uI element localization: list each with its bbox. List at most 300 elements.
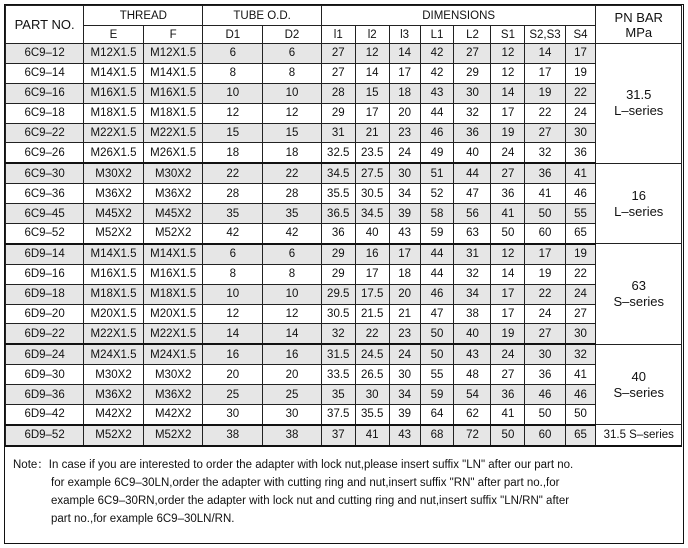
cell-dim-s1: 36 bbox=[491, 184, 525, 204]
cell-dim-L2: 56 bbox=[454, 204, 491, 224]
cell-tube-d1: 42 bbox=[203, 224, 263, 244]
cell-dim-L2: 36 bbox=[454, 123, 491, 143]
cell-dim-l1: 35 bbox=[321, 385, 355, 405]
cell-dim-l2: 17 bbox=[355, 264, 389, 284]
cell-tube-d1: 38 bbox=[203, 425, 263, 446]
cell-dim-s1: 12 bbox=[491, 244, 525, 264]
cell-dim-l1: 36.5 bbox=[321, 204, 355, 224]
cell-dim-s2-s3: 19 bbox=[525, 83, 565, 103]
cell-dim-l2: 26.5 bbox=[355, 365, 389, 385]
cell-thread-f: M26X1.5 bbox=[143, 143, 203, 163]
cell-part-no: 6D9–14 bbox=[6, 244, 84, 264]
cell-dim-l2: 17 bbox=[355, 103, 389, 123]
cell-dim-L1: 44 bbox=[420, 264, 454, 284]
cell-part-no: 6D9–52 bbox=[6, 425, 84, 446]
cell-dim-l1: 33.5 bbox=[321, 365, 355, 385]
cell-dim-L2: 54 bbox=[454, 385, 491, 405]
cell-thread-f: M18X1.5 bbox=[143, 103, 203, 123]
cell-dim-l1: 29 bbox=[321, 264, 355, 284]
cell-dim-L1: 59 bbox=[420, 224, 454, 244]
cell-tube-d2: 30 bbox=[263, 405, 322, 425]
cell-dim-l2: 40 bbox=[355, 224, 389, 244]
pn-bar-cell bbox=[596, 344, 682, 425]
pn-bar-value: 31.5 S–series bbox=[603, 429, 674, 442]
cell-tube-d1: 10 bbox=[203, 284, 263, 304]
table-row bbox=[6, 143, 682, 163]
cell-tube-d2: 18 bbox=[263, 143, 322, 163]
cell-thread-e: M36X2 bbox=[84, 385, 144, 405]
pn-bar-value: 31.5 bbox=[626, 87, 652, 103]
cell-dim-s2-s3: 41 bbox=[525, 184, 565, 204]
cell-dim-L2: 31 bbox=[454, 244, 491, 264]
cell-dim-s2-s3: 17 bbox=[525, 63, 565, 83]
pn-bar-value: S–series bbox=[613, 294, 665, 310]
cell-thread-f: M20X1.5 bbox=[143, 304, 203, 324]
table-row bbox=[6, 385, 682, 405]
table-row bbox=[6, 264, 682, 284]
cell-dim-L1: 68 bbox=[420, 425, 454, 446]
cell-dim-l3: 43 bbox=[389, 224, 420, 244]
cell-dim-L1: 44 bbox=[420, 244, 454, 264]
cell-dim-L2: 27 bbox=[454, 44, 491, 64]
cell-dim-L2: 43 bbox=[454, 344, 491, 364]
cell-dim-l3: 23 bbox=[389, 123, 420, 143]
cell-dim-s1: 27 bbox=[491, 163, 525, 183]
note-line: for example 6C9–30LN,order the adapter with cutting ring and nut,insert suffix "RN" after part no.,for bbox=[51, 477, 560, 489]
cell-part-no: 6C9–12 bbox=[6, 44, 84, 64]
cell-tube-d1: 6 bbox=[203, 244, 263, 264]
cell-dim-L1: 64 bbox=[420, 405, 454, 425]
cell-thread-f: M14X1.5 bbox=[143, 244, 203, 264]
cell-dim-s4: 65 bbox=[565, 425, 596, 446]
table-row bbox=[6, 425, 682, 446]
cell-dim-l3: 17 bbox=[389, 63, 420, 83]
cell-dim-s1: 24 bbox=[491, 143, 525, 163]
cell-tube-d2: 14 bbox=[263, 324, 322, 344]
cell-dim-s4: 46 bbox=[565, 385, 596, 405]
cell-dim-L2: 30 bbox=[454, 83, 491, 103]
cell-thread-f: M22X1.5 bbox=[143, 324, 203, 344]
cell-tube-d2: 8 bbox=[263, 264, 322, 284]
cell-dim-s4: 41 bbox=[565, 365, 596, 385]
cell-tube-d2: 10 bbox=[263, 284, 322, 304]
cell-thread-e: M14X1.5 bbox=[84, 63, 144, 83]
cell-dim-s1: 14 bbox=[491, 83, 525, 103]
header-pn-unit: MPa bbox=[625, 24, 653, 40]
cell-dim-s1: 12 bbox=[491, 44, 525, 64]
cell-thread-e: M30X2 bbox=[84, 365, 144, 385]
cell-dim-L2: 62 bbox=[454, 405, 491, 425]
cell-dim-s2-s3: 19 bbox=[525, 264, 565, 284]
cell-thread-f: M30X2 bbox=[143, 365, 203, 385]
cell-dim-l1: 31 bbox=[321, 123, 355, 143]
cell-tube-d1: 35 bbox=[203, 204, 263, 224]
cell-dim-l1: 30.5 bbox=[321, 304, 355, 324]
cell-dim-s2-s3: 36 bbox=[525, 163, 565, 183]
table-row bbox=[6, 204, 682, 224]
cell-dim-l3: 24 bbox=[389, 143, 420, 163]
cell-thread-e: M18X1.5 bbox=[84, 103, 144, 123]
cell-thread-e: M14X1.5 bbox=[84, 244, 144, 264]
cell-dim-l2: 15 bbox=[355, 83, 389, 103]
subheader-L2: L2 bbox=[454, 26, 491, 44]
cell-dim-l3: 43 bbox=[389, 425, 420, 446]
subheader-l3: l3 bbox=[389, 26, 420, 44]
cell-dim-l2: 21.5 bbox=[355, 304, 389, 324]
cell-dim-s4: 30 bbox=[565, 324, 596, 344]
cell-tube-d1: 15 bbox=[203, 123, 263, 143]
cell-tube-d2: 12 bbox=[263, 103, 322, 123]
cell-part-no: 6C9–45 bbox=[6, 204, 84, 224]
cell-dim-s1: 17 bbox=[491, 304, 525, 324]
cell-thread-e: M22X1.5 bbox=[84, 123, 144, 143]
cell-thread-e: M16X1.5 bbox=[84, 264, 144, 284]
cell-dim-L1: 43 bbox=[420, 83, 454, 103]
cell-tube-d1: 6 bbox=[203, 44, 263, 64]
cell-dim-s4: 22 bbox=[565, 83, 596, 103]
subheader-d2: D2 bbox=[263, 26, 322, 44]
cell-dim-l1: 34.5 bbox=[321, 163, 355, 183]
cell-dim-L1: 49 bbox=[420, 143, 454, 163]
cell-dim-l3: 24 bbox=[389, 344, 420, 364]
cell-dim-l1: 32 bbox=[321, 324, 355, 344]
cell-dim-l2: 27.5 bbox=[355, 163, 389, 183]
cell-thread-f: M14X1.5 bbox=[143, 63, 203, 83]
subheader-s1: S1 bbox=[491, 26, 525, 44]
cell-dim-L2: 40 bbox=[454, 143, 491, 163]
subheader-s2-s3: S2,S3 bbox=[525, 26, 565, 44]
cell-dim-s2-s3: 14 bbox=[525, 44, 565, 64]
subheader-L1: L1 bbox=[420, 26, 454, 44]
cell-dim-s2-s3: 27 bbox=[525, 324, 565, 344]
cell-thread-f: M36X2 bbox=[143, 385, 203, 405]
cell-dim-s4: 27 bbox=[565, 304, 596, 324]
cell-thread-f: M16X1.5 bbox=[143, 264, 203, 284]
note-line: example 6C9–30RN,order the adapter with lock nut and cutting ring and nut,insert suffix "LN/RN" after bbox=[51, 495, 570, 507]
cell-tube-d2: 15 bbox=[263, 123, 322, 143]
cell-thread-f: M16X1.5 bbox=[143, 83, 203, 103]
cell-dim-s1: 50 bbox=[491, 425, 525, 446]
cell-part-no: 6C9–30 bbox=[6, 163, 84, 183]
cell-dim-L2: 34 bbox=[454, 284, 491, 304]
cell-dim-l1: 29.5 bbox=[321, 284, 355, 304]
cell-tube-d1: 14 bbox=[203, 324, 263, 344]
cell-dim-L1: 55 bbox=[420, 365, 454, 385]
cell-part-no: 6D9–42 bbox=[6, 405, 84, 425]
cell-dim-l2: 16 bbox=[355, 244, 389, 264]
cell-dim-s2-s3: 50 bbox=[525, 204, 565, 224]
cell-dim-s1: 36 bbox=[491, 385, 525, 405]
cell-dim-s1: 41 bbox=[491, 405, 525, 425]
cell-dim-l2: 41 bbox=[355, 425, 389, 446]
cell-dim-s4: 24 bbox=[565, 103, 596, 123]
cell-tube-d1: 8 bbox=[203, 264, 263, 284]
cell-tube-d1: 10 bbox=[203, 83, 263, 103]
table-row bbox=[6, 184, 682, 204]
cell-dim-l3: 20 bbox=[389, 103, 420, 123]
cell-thread-e: M36X2 bbox=[84, 184, 144, 204]
subheader-f: F bbox=[143, 26, 203, 44]
table-row bbox=[6, 224, 682, 244]
subheader-l2: l2 bbox=[355, 26, 389, 44]
cell-dim-s4: 32 bbox=[565, 344, 596, 364]
cell-part-no: 6C9–52 bbox=[6, 224, 84, 244]
cell-dim-s2-s3: 27 bbox=[525, 123, 565, 143]
cell-thread-e: M30X2 bbox=[84, 163, 144, 183]
cell-thread-f: M12X1.5 bbox=[143, 44, 203, 64]
cell-dim-l2: 17.5 bbox=[355, 284, 389, 304]
cell-thread-e: M24X1.5 bbox=[84, 344, 144, 364]
cell-dim-s1: 27 bbox=[491, 365, 525, 385]
cell-dim-l2: 30.5 bbox=[355, 184, 389, 204]
cell-dim-l2: 35.5 bbox=[355, 405, 389, 425]
table-row bbox=[6, 324, 682, 344]
cell-dim-l3: 34 bbox=[389, 184, 420, 204]
cell-thread-e: M45X2 bbox=[84, 204, 144, 224]
header-tube-od: TUBE O.D. bbox=[203, 6, 321, 26]
cell-part-no: 6C9–36 bbox=[6, 184, 84, 204]
cell-dim-s4: 17 bbox=[565, 44, 596, 64]
order-note bbox=[13, 456, 678, 528]
cell-dim-l1: 35.5 bbox=[321, 184, 355, 204]
cell-dim-s4: 22 bbox=[565, 264, 596, 284]
header-thread: THREAD bbox=[84, 6, 203, 26]
subheader-d1: D1 bbox=[203, 26, 263, 44]
cell-part-no: 6D9–16 bbox=[6, 264, 84, 284]
cell-thread-e: M22X1.5 bbox=[84, 324, 144, 344]
table-row bbox=[6, 123, 682, 143]
cell-thread-f: M24X1.5 bbox=[143, 344, 203, 364]
cell-part-no: 6D9–24 bbox=[6, 344, 84, 364]
cell-tube-d1: 18 bbox=[203, 143, 263, 163]
cell-tube-d2: 25 bbox=[263, 385, 322, 405]
cell-dim-s2-s3: 22 bbox=[525, 103, 565, 123]
table-row bbox=[6, 365, 682, 385]
cell-dim-s1: 12 bbox=[491, 63, 525, 83]
cell-dim-L2: 38 bbox=[454, 304, 491, 324]
cell-part-no: 6C9–18 bbox=[6, 103, 84, 123]
cell-thread-e: M16X1.5 bbox=[84, 83, 144, 103]
cell-dim-l2: 24.5 bbox=[355, 344, 389, 364]
cell-dim-l1: 28 bbox=[321, 83, 355, 103]
cell-dim-s4: 65 bbox=[565, 224, 596, 244]
pn-bar-value: L–series bbox=[614, 103, 664, 119]
cell-dim-l3: 34 bbox=[389, 385, 420, 405]
header-pn-bar bbox=[596, 6, 682, 44]
cell-dim-l2: 12 bbox=[355, 44, 389, 64]
table-row bbox=[6, 405, 682, 425]
pn-bar-value: 40 bbox=[631, 368, 646, 384]
cell-tube-d1: 20 bbox=[203, 365, 263, 385]
cell-thread-e: M52X2 bbox=[84, 224, 144, 244]
cell-dim-s1: 41 bbox=[491, 204, 525, 224]
cell-dim-s4: 41 bbox=[565, 163, 596, 183]
cell-dim-s2-s3: 50 bbox=[525, 405, 565, 425]
cell-dim-s1: 17 bbox=[491, 103, 525, 123]
cell-part-no: 6C9–26 bbox=[6, 143, 84, 163]
table-row bbox=[6, 63, 682, 83]
subheader-l1: l1 bbox=[321, 26, 355, 44]
cell-thread-e: M20X1.5 bbox=[84, 304, 144, 324]
cell-thread-f: M30X2 bbox=[143, 163, 203, 183]
header-dimensions: DIMENSIONS bbox=[321, 6, 596, 26]
cell-dim-s2-s3: 32 bbox=[525, 143, 565, 163]
cell-dim-L2: 47 bbox=[454, 184, 491, 204]
cell-dim-s1: 19 bbox=[491, 123, 525, 143]
cell-dim-l3: 20 bbox=[389, 284, 420, 304]
cell-part-no: 6C9–16 bbox=[6, 83, 84, 103]
cell-dim-l3: 23 bbox=[389, 324, 420, 344]
cell-tube-d1: 16 bbox=[203, 344, 263, 364]
cell-tube-d2: 42 bbox=[263, 224, 322, 244]
cell-dim-L1: 50 bbox=[420, 324, 454, 344]
cell-dim-s4: 19 bbox=[565, 244, 596, 264]
cell-part-no: 6D9–20 bbox=[6, 304, 84, 324]
pn-bar-value: L–series bbox=[614, 203, 664, 219]
cell-dim-s1: 24 bbox=[491, 344, 525, 364]
cell-dim-l3: 14 bbox=[389, 44, 420, 64]
cell-dim-l3: 17 bbox=[389, 244, 420, 264]
cell-dim-L2: 29 bbox=[454, 63, 491, 83]
dimension-table bbox=[5, 5, 682, 447]
cell-dim-L2: 44 bbox=[454, 163, 491, 183]
table-row bbox=[6, 83, 682, 103]
note-line: part no.,for example 6C9–30LN/RN. bbox=[51, 513, 235, 525]
cell-dim-l1: 31.5 bbox=[321, 344, 355, 364]
cell-part-no: 6D9–30 bbox=[6, 365, 84, 385]
table-row bbox=[6, 163, 682, 183]
cell-tube-d2: 16 bbox=[263, 344, 322, 364]
subheader-s4: S4 bbox=[565, 26, 596, 44]
cell-dim-L1: 46 bbox=[420, 284, 454, 304]
cell-dim-l2: 23.5 bbox=[355, 143, 389, 163]
pn-bar-cell bbox=[596, 44, 682, 164]
cell-dim-s2-s3: 22 bbox=[525, 284, 565, 304]
note-line: Note：In case if you are interested to order the adapter with lock nut,please insert suffix "LN" after our part no. bbox=[13, 459, 574, 471]
pn-bar-cell bbox=[596, 163, 682, 244]
cell-tube-d2: 35 bbox=[263, 204, 322, 224]
cell-dim-L2: 63 bbox=[454, 224, 491, 244]
cell-thread-f: M18X1.5 bbox=[143, 284, 203, 304]
cell-dim-L2: 32 bbox=[454, 264, 491, 284]
cell-thread-e: M18X1.5 bbox=[84, 284, 144, 304]
cell-part-no: 6C9–22 bbox=[6, 123, 84, 143]
table-row bbox=[6, 103, 682, 123]
cell-dim-l2: 22 bbox=[355, 324, 389, 344]
table-row bbox=[6, 344, 682, 364]
cell-dim-L1: 46 bbox=[420, 123, 454, 143]
cell-dim-l2: 21 bbox=[355, 123, 389, 143]
cell-dim-L2: 72 bbox=[454, 425, 491, 446]
cell-dim-L1: 52 bbox=[420, 184, 454, 204]
cell-dim-L1: 47 bbox=[420, 304, 454, 324]
cell-thread-f: M52X2 bbox=[143, 425, 203, 446]
cell-thread-e: M42X2 bbox=[84, 405, 144, 425]
cell-tube-d1: 12 bbox=[203, 304, 263, 324]
cell-dim-L2: 32 bbox=[454, 103, 491, 123]
cell-tube-d2: 8 bbox=[263, 63, 322, 83]
cell-tube-d2: 28 bbox=[263, 184, 322, 204]
cell-thread-f: M52X2 bbox=[143, 224, 203, 244]
cell-tube-d2: 20 bbox=[263, 365, 322, 385]
cell-dim-l2: 34.5 bbox=[355, 204, 389, 224]
cell-dim-l3: 21 bbox=[389, 304, 420, 324]
cell-thread-f: M36X2 bbox=[143, 184, 203, 204]
table-row bbox=[6, 284, 682, 304]
cell-dim-l1: 29 bbox=[321, 103, 355, 123]
cell-thread-e: M52X2 bbox=[84, 425, 144, 446]
cell-part-no: 6D9–22 bbox=[6, 324, 84, 344]
cell-dim-s2-s3: 30 bbox=[525, 344, 565, 364]
cell-part-no: 6C9–14 bbox=[6, 63, 84, 83]
cell-dim-L1: 59 bbox=[420, 385, 454, 405]
cell-dim-l1: 29 bbox=[321, 244, 355, 264]
cell-dim-L1: 50 bbox=[420, 344, 454, 364]
pn-bar-value: 16 bbox=[631, 187, 646, 203]
cell-thread-e: M12X1.5 bbox=[84, 44, 144, 64]
cell-dim-l3: 30 bbox=[389, 365, 420, 385]
cell-part-no: 6D9–18 bbox=[6, 284, 84, 304]
cell-dim-l3: 39 bbox=[389, 405, 420, 425]
cell-tube-d2: 6 bbox=[263, 44, 322, 64]
cell-thread-f: M22X1.5 bbox=[143, 123, 203, 143]
cell-dim-s1: 50 bbox=[491, 224, 525, 244]
spec-sheet bbox=[4, 4, 684, 544]
pn-bar-value: S–series bbox=[613, 384, 665, 400]
cell-dim-L2: 48 bbox=[454, 365, 491, 385]
cell-dim-l1: 27 bbox=[321, 63, 355, 83]
cell-dim-l1: 36 bbox=[321, 224, 355, 244]
cell-dim-s4: 19 bbox=[565, 63, 596, 83]
cell-dim-l1: 27 bbox=[321, 44, 355, 64]
cell-dim-l3: 18 bbox=[389, 264, 420, 284]
cell-tube-d2: 38 bbox=[263, 425, 322, 446]
header-pn-bar-label: PN BAR bbox=[614, 9, 663, 25]
cell-dim-s4: 36 bbox=[565, 143, 596, 163]
pn-bar-cell bbox=[596, 425, 682, 446]
cell-dim-s4: 55 bbox=[565, 204, 596, 224]
header-part-no: PART NO. bbox=[6, 6, 84, 44]
cell-dim-s2-s3: 36 bbox=[525, 365, 565, 385]
cell-dim-s2-s3: 24 bbox=[525, 304, 565, 324]
cell-tube-d1: 28 bbox=[203, 184, 263, 204]
cell-tube-d1: 30 bbox=[203, 405, 263, 425]
cell-dim-s2-s3: 46 bbox=[525, 385, 565, 405]
cell-dim-s1: 19 bbox=[491, 324, 525, 344]
table-row bbox=[6, 244, 682, 264]
cell-dim-l1: 37.5 bbox=[321, 405, 355, 425]
table-body bbox=[6, 44, 682, 446]
cell-dim-s2-s3: 17 bbox=[525, 244, 565, 264]
cell-tube-d2: 12 bbox=[263, 304, 322, 324]
cell-part-no: 6D9–36 bbox=[6, 385, 84, 405]
cell-dim-s2-s3: 60 bbox=[525, 425, 565, 446]
cell-tube-d1: 12 bbox=[203, 103, 263, 123]
cell-dim-s2-s3: 60 bbox=[525, 224, 565, 244]
cell-tube-d1: 22 bbox=[203, 163, 263, 183]
cell-dim-L2: 40 bbox=[454, 324, 491, 344]
cell-dim-l1: 37 bbox=[321, 425, 355, 446]
cell-dim-L1: 51 bbox=[420, 163, 454, 183]
cell-thread-f: M42X2 bbox=[143, 405, 203, 425]
cell-tube-d1: 25 bbox=[203, 385, 263, 405]
cell-dim-s4: 24 bbox=[565, 284, 596, 304]
cell-dim-s4: 30 bbox=[565, 123, 596, 143]
cell-dim-l3: 18 bbox=[389, 83, 420, 103]
cell-tube-d1: 8 bbox=[203, 63, 263, 83]
cell-dim-L1: 44 bbox=[420, 103, 454, 123]
cell-dim-l3: 39 bbox=[389, 204, 420, 224]
